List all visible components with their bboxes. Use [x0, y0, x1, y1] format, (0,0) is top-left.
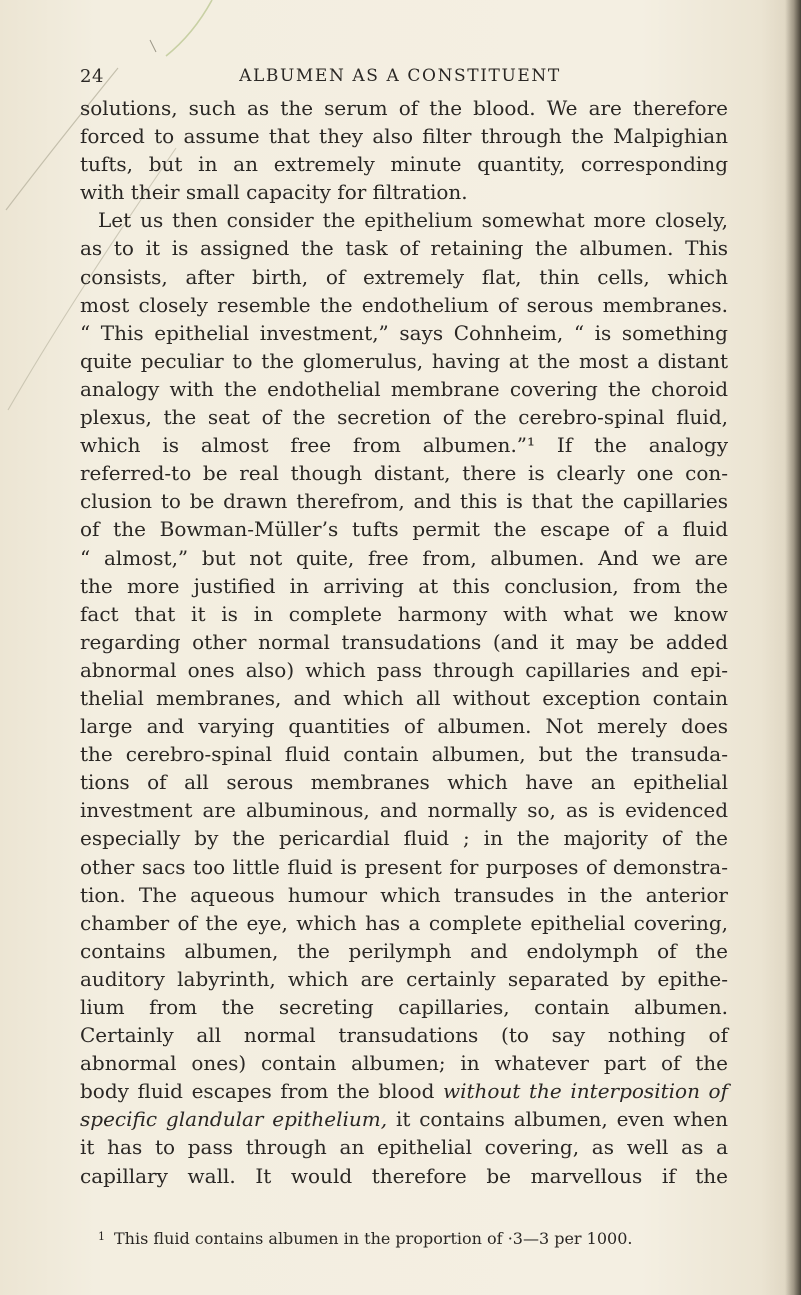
text-line — [80, 993, 728, 1021]
text-line — [80, 853, 728, 881]
text-line-content: contains albumen, the perilymph and endolymph of the — [80, 938, 728, 963]
text-line — [80, 206, 728, 234]
footnote-marker: 1 — [98, 1230, 105, 1243]
text-line-content: which is almost free from albumen.”¹ If the analogy — [80, 433, 728, 458]
text-line — [80, 712, 728, 740]
text-line — [80, 178, 728, 206]
text-line — [80, 656, 728, 684]
text-line — [80, 937, 728, 965]
text-line — [80, 796, 728, 824]
text-line — [80, 347, 728, 375]
text-line — [80, 1049, 728, 1077]
text-line — [80, 544, 728, 572]
body-text — [80, 94, 728, 1190]
text-line — [80, 572, 728, 600]
text-line-content: tions of all serous membranes which have an epithelial — [80, 770, 728, 795]
text-line-content: especially by the pericardial fluid ; in the majority of the — [80, 826, 728, 851]
text-line-content: with their small capacity for filtration. — [80, 180, 468, 205]
text-line-content: of the Bowman-Müller’s tufts permit the escape of a fluid — [80, 517, 728, 542]
text-line — [80, 487, 728, 515]
text-line — [80, 768, 728, 796]
text-line-content: quite peculiar to the glomerulus, having at the most a distant — [80, 348, 728, 373]
running-head: ALBUMEN AS A CONSTITUENT — [239, 66, 561, 86]
text-line — [80, 909, 728, 937]
footnote-text: This fluid contains albumen in the proportion of ·3—3 per 1000. — [114, 1229, 633, 1248]
text-line-content: investment are albuminous, and normally so, as is evidenced — [80, 798, 728, 823]
text-line-content: it has to pass through an epithelial covering, as well as a — [80, 1135, 728, 1160]
text-line-content: analogy with the endothelial membrane covering the choroid — [80, 376, 728, 401]
text-line — [80, 94, 728, 122]
text-line-content: large and varying quantities of albumen. Not merely does — [80, 714, 728, 739]
text-line — [80, 1162, 728, 1190]
text-line — [80, 684, 728, 712]
text-line — [80, 740, 728, 768]
text-line — [80, 122, 728, 150]
text-line — [80, 824, 728, 852]
text-line-content: tion. The aqueous humour which transudes in the anterior — [80, 882, 728, 907]
text-line — [80, 263, 728, 291]
text-line — [80, 600, 728, 628]
text-line-content: referred-to be real though distant, there is clearly one con- — [80, 461, 728, 486]
text-line — [80, 234, 728, 262]
text-line-content: it contains albumen, even when — [387, 1107, 728, 1132]
text-line-content: capillary wall. It would therefore be marvellous if the — [80, 1163, 728, 1188]
text-line-content: body fluid escapes from the blood — [80, 1079, 435, 1104]
text-line-content: tufts, but in an extremely minute quantity, corresponding — [80, 152, 728, 177]
text-line-content: chamber of the eye, which has a complete epithelial covering, — [80, 910, 728, 935]
page-number: 24 — [80, 66, 104, 87]
text-line-content: Certainly all normal transudations (to say nothing of — [80, 1023, 728, 1048]
text-line — [80, 431, 728, 459]
text-line — [80, 150, 728, 178]
text-line — [80, 375, 728, 403]
text-line-content: Let us then consider the epithelium somewhat more closely, — [98, 208, 728, 233]
footnote — [98, 1227, 738, 1249]
text-line-content: regarding other normal transudations (and it may be added — [80, 629, 728, 654]
text-line-content: abnormal ones) contain albumen; in whatever part of the — [80, 1051, 728, 1076]
text-line — [80, 1133, 728, 1161]
text-line-content: solutions, such as the serum of the blood. We are therefore — [80, 96, 728, 120]
text-line-emphasis: specific glandular epithelium, — [80, 1107, 388, 1132]
text-line — [80, 403, 728, 431]
text-line — [80, 1077, 728, 1105]
text-line-content: abnormal ones also) which pass through capillaries and epi- — [80, 657, 728, 682]
text-line-content: lium from the secreting capillaries, contain albumen. — [80, 995, 728, 1019]
text-line-content: thelial membranes, and which all without exception contain — [80, 685, 728, 710]
text-line-emphasis: without the interposition of — [443, 1079, 729, 1104]
text-line-content: plexus, the seat of the secretion of the cerebro-spinal fluid, — [80, 405, 728, 430]
text-line-content: most closely resemble the endothelium of serous membranes. — [80, 292, 728, 317]
text-line — [80, 515, 728, 543]
text-line — [80, 965, 728, 993]
text-line — [80, 1021, 728, 1049]
text-line — [80, 319, 728, 347]
text-line — [80, 628, 728, 656]
text-line-content: “ almost,” but not quite, free from, albumen. And we are — [80, 545, 728, 570]
text-line-content: the cerebro-spinal fluid contain albumen, but the transuda- — [80, 742, 728, 767]
text-line — [80, 291, 728, 319]
text-line-content: as to it is assigned the task of retaining the albumen. This — [80, 236, 728, 261]
text-line-content: consists, after birth, of extremely flat, thin cells, which — [80, 264, 728, 289]
text-line-content: clusion to be drawn therefrom, and this is that the capillaries — [80, 489, 728, 514]
text-line — [80, 881, 728, 909]
text-line-content: “ This epithelial investment,” says Cohnheim, “ is something — [80, 320, 728, 345]
text-line-content: other sacs too little fluid is present for purposes of demonstra- — [80, 854, 728, 879]
text-line — [80, 459, 728, 487]
text-line — [80, 1105, 728, 1133]
text-line-content: the more justified in arriving at this conclusion, from the — [80, 573, 728, 598]
text-line-content: forced to assume that they also filter through the Malpighian — [80, 124, 728, 149]
text-line-content: fact that it is in complete harmony with what we know — [80, 601, 728, 626]
page-edge-shadow — [785, 0, 801, 1295]
text-line-content: auditory labyrinth, which are certainly separated by epithe- — [80, 966, 728, 991]
